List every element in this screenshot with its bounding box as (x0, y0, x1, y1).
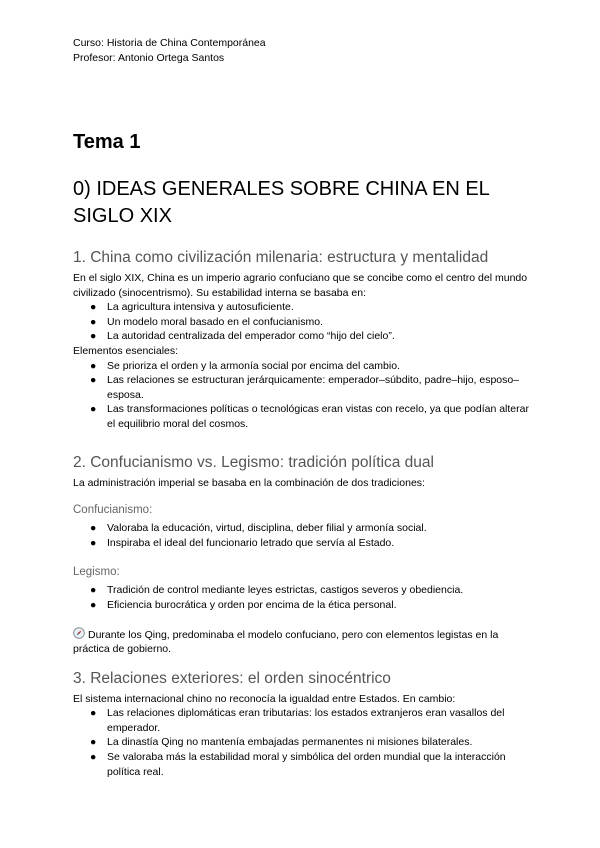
list-item: ● Las relaciones diplomáticas eran tributarias: los estados extranjeros eran vasallos del emperador. (90, 707, 505, 734)
confucianismo-list (73, 521, 533, 550)
section1-intro: En el siglo XIX, China es un imperio agrario confuciano que se concibe como el centro del mundo civilizado (sinocentrismo). Su estabilidad interna se basaba en: (73, 272, 528, 299)
section2-intro: La administración imperial se basaba en la combinación de dos tradiciones: (73, 476, 425, 489)
list-item: ● Las relaciones se estructuran jerárquicamente: emperador–súbdito, padre–hijo, esposo–esposa. (90, 374, 520, 401)
list-item: ● Las transformaciones políticas o tecnológicas eran vistas con recelo, ya que podían alterar el equilibrio moral del cosmos. (90, 403, 529, 430)
section2-heading: 2. Confucianismo vs. Legismo: tradición política dual (73, 453, 434, 471)
qing-note (73, 627, 533, 657)
bullet-dot: ● (90, 736, 97, 749)
list-item: ● Valoraba la educación, virtud, disciplina, deber filial y armonía social. (90, 522, 427, 535)
bullet-dot: ● (90, 707, 97, 720)
section3-heading: 3. Relaciones exteriores: el orden sinocéntrico (73, 669, 391, 687)
tema-heading: Tema 1 (73, 131, 141, 153)
bullet-dot: ● (90, 536, 97, 549)
section1-list2 (73, 359, 533, 432)
bullet-dot: ● (90, 359, 97, 372)
bullet-dot: ● (90, 301, 97, 314)
list-item: ● La agricultura intensiva y autosuficiente. (90, 301, 294, 314)
list-item: ● La dinastía Qing no mantenía embajadas permanentes ni misiones bilaterales. (90, 736, 473, 749)
section1-heading: 1. China como civilización milenaria: estructura y mentalidad (73, 249, 489, 266)
section3-list (73, 706, 533, 779)
document-page (73, 36, 533, 779)
professor-line: Profesor: Antonio Ortega Santos (73, 52, 225, 64)
section3-intro: El sistema internacional chino no reconocía la igualdad entre Estados. En cambio: (73, 692, 456, 705)
legismo-list (73, 583, 533, 612)
compass-icon (73, 627, 85, 639)
bullet-dot: ● (90, 330, 97, 343)
section1-label2: Elementos esenciales: (73, 344, 179, 357)
bullet-dot: ● (90, 522, 97, 535)
list-item: ● Se prioriza el orden y la armonía social por encima del cambio. (90, 359, 400, 372)
list-item: ● Eficiencia burocrática y orden por encima de la ética personal. (90, 598, 397, 611)
bullet-dot: ● (90, 374, 97, 387)
legismo-heading: Legismo: (73, 566, 120, 579)
bullet-dot: ● (90, 598, 97, 611)
list-item: ● Se valoraba más la estabilidad moral y simbólica del orden mundial que la interacción política real. (90, 751, 506, 778)
list-item: ● Inspiraba el ideal del funcionario letrado que servía al Estado. (90, 536, 395, 549)
qing-note-text: Durante los Qing, predominaba el modelo confuciano, pero con elementos legistas en la práctica de gobierno. (73, 628, 499, 656)
list-item: ● Un modelo moral basado en el confucianismo. (90, 315, 323, 328)
section1-list1 (73, 300, 533, 344)
bullet-dot: ● (90, 315, 97, 328)
bullet-dot: ● (90, 751, 97, 764)
list-item: ● La autoridad centralizada del emperador como “hijo del cielo”. (90, 330, 395, 343)
bullet-dot: ● (90, 584, 97, 597)
course-line: Curso: Historia de China Contemporánea (73, 37, 266, 49)
page-title: 0) IDEAS GENERALES SOBRE CHINA EN EL SIGLO XIX (73, 178, 490, 227)
list-item: ● Tradición de control mediante leyes estrictas, castigos severos y obediencia. (90, 584, 464, 597)
confucianismo-heading: Confucianismo: (73, 504, 153, 517)
bullet-dot: ● (90, 403, 97, 416)
